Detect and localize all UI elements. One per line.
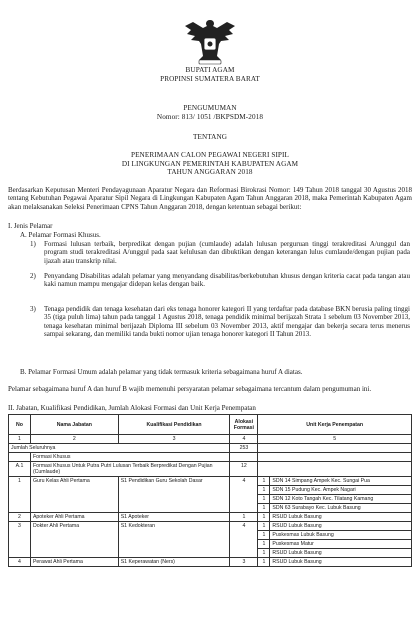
unit-name: Puskesmas Lubuk Basung	[270, 531, 412, 540]
table-header-row	[9, 415, 412, 435]
subject-line-2: DI LINGKUNGAN PEMERINTAH KABUPATEN AGAM	[121, 159, 299, 168]
row-alokasi: 4	[230, 477, 258, 513]
unit-count: 1	[258, 495, 270, 504]
row-jabatan: Dokter Ahli Pertama	[30, 522, 118, 558]
unit-count: 1	[258, 513, 270, 522]
section-2-heading: II. Jabatan, Kualifikasi Pendidikan, Jumlah Alokasi Formasi dan Unit Kerja Penempatan	[8, 404, 256, 412]
unit-count: 1	[258, 558, 270, 567]
col-number: 2	[30, 435, 118, 444]
total-row	[9, 444, 412, 453]
col-number: 3	[118, 435, 230, 444]
garuda-emblem-icon	[181, 14, 239, 66]
row-jabatan: Apoteker Ahli Pertama	[30, 513, 118, 522]
table-row	[9, 477, 412, 486]
unit-count: 1	[258, 477, 270, 486]
row-kualifikasi: S1 Apoteker	[118, 513, 230, 522]
about-label: TENTANG	[192, 133, 228, 141]
announcement-block	[0, 104, 420, 121]
item-text: Penyandang Disabilitas adalah pelamar yang menyandang disabilitas/berkebutuhan khusus dengan kriteria cacat pada tangan atau kaki namun mampu mengajar didepan kelas dengan baik.	[44, 272, 410, 289]
unit-name: SDN 12 Koto Tangah Kec. Tilatang Kamang	[270, 495, 412, 504]
column-number-row	[9, 435, 412, 444]
unit-name: SDN 63 Surabayo Kec. Lubuk Basung	[270, 504, 412, 513]
row-kualifikasi: S1 Keperawatan (Ners)	[118, 558, 230, 567]
item-text: Tenaga pendidik dan tenaga kesehatan dari eks tenaga honorer kategori II yang terdaftar pada database BKN berusia paling tinggi 35 (tiga puluh lima) tahun pada tanggal 1 Agustus 2018, tenaga pendidik minimal berijazah Strata 1 sebelum 03 November 2013, tenaga kesehatan minimal berijazah Diploma III sebelum 03 November 2013, aktif mengajar dan bekerja secara terus menerus sampai sekarang, dan memiliki tanda bukti nomor ujian tenaga honorer kategori II Tahun 2013.	[44, 305, 410, 338]
list-item	[30, 240, 410, 265]
unit-count: 1	[258, 522, 270, 531]
group-label: Formasi Khusus	[30, 453, 229, 462]
requirements-note: Pelamar sebagaimana huruf A dan huruf B wajib memenuhi persyaratan pelamar sebagaimana tercantum dalam pengumuman ini.	[8, 385, 372, 393]
row-kualifikasi: S1 Pendidikan Guru Sekolah Dasar	[118, 477, 230, 513]
list-item	[30, 305, 410, 338]
col-header-alokasi: Alokasi Formasi	[230, 415, 258, 435]
total-value: 253	[230, 444, 258, 453]
unit-name: Puskesmas Matur	[270, 540, 412, 549]
province-title: PROPINSI SUMATERA BARAT	[160, 74, 260, 83]
table-row	[9, 558, 412, 567]
announcement-number: Nomor: 813/ 1051 /BKPSDM-2018	[156, 112, 264, 121]
col-number: 5	[258, 435, 412, 444]
table-row	[9, 513, 412, 522]
unit-count: 1	[258, 486, 270, 495]
section-1a-heading: A. Pelamar Formasi Khusus.	[20, 231, 101, 239]
section-1b-text: B. Pelamar Formasi Umum adalah pelamar yang tidak termasuk kriteria sebagaimana huruf A diatas.	[20, 368, 303, 376]
unit-count: 1	[258, 549, 270, 558]
row-number: 1	[9, 477, 31, 513]
item-text: Formasi lulusan terbaik, berpredikat dengan pujian (cumlaude) adalah lulusan perguruan tinggi terakreditasi A/unggul dan program studi terakreditasi A/unggul pada saat kelulusan dan dibuktikan dengan keterangan lulus cumlaude/dengan pujian pada ijazah atau transkrip nilai.	[44, 240, 410, 265]
unit-count: 1	[258, 531, 270, 540]
col-header-no: No	[9, 415, 31, 435]
subject-line-3: TAHUN ANGGARAN 2018	[167, 168, 253, 177]
regent-title: BUPATI AGAM	[185, 66, 235, 74]
col-header-kualifikasi: Kualifikasi Pendidikan	[118, 415, 230, 435]
subgroup-label: Formasi Khusus Untuk Putra Putri Lulusan Terbaik Berpredikat Dengan Pujian (Cumlaude)	[30, 462, 229, 477]
unit-name: RSUD Lubuk Basung	[270, 558, 412, 567]
list-item	[30, 272, 410, 289]
formation-table	[8, 414, 412, 567]
subgroup-row	[9, 462, 412, 477]
header-block	[0, 66, 420, 83]
item-number: 3)	[30, 305, 36, 313]
col-header-unit: Unit Kerja Penempatan	[258, 415, 412, 435]
unit-name: RSUD Lubuk Basung	[270, 513, 412, 522]
col-number: 1	[9, 435, 31, 444]
announcement-title: PENGUMUMAN	[183, 104, 237, 112]
total-label: Jumlah Seluruhnya	[9, 444, 230, 453]
table-row	[9, 522, 412, 531]
unit-count: 1	[258, 504, 270, 513]
group-row	[9, 453, 412, 462]
subject-block	[0, 151, 420, 177]
subject-line-1: PENERIMAAN CALON PEGAWAI NEGERI SIPIL	[130, 151, 290, 159]
unit-name: RSUD Lubuk Basung	[270, 549, 412, 558]
row-kualifikasi: S1 Kedokteran	[118, 522, 230, 558]
unit-name: SDN 14 Simpang Ampek Kec. Sungai Pua	[270, 477, 412, 486]
row-number: 2	[9, 513, 31, 522]
row-jabatan: Perawat Ahli Pertama	[30, 558, 118, 567]
unit-name: RSUD Lubuk Basung	[270, 522, 412, 531]
col-header-jabatan: Nama Jabatan	[30, 415, 118, 435]
row-alokasi: 4	[230, 522, 258, 558]
intro-paragraph: Berdasarkan Keputusan Menteri Pendayagunaan Aparatur Negara dan Reformasi Birokrasi Nomor: 149 Tahun 2018 tanggal 30 Agustus 2018 tentang Kebutuhan Pegawai Aparatur Sipil Negara di Lingkungan Kabupaten Agam Tahun Anggaran 2018, maka Pemerintah Kabupaten Agam akan melaksanakan Seleksi Penerimaan CPNS Tahun Anggaran 2018, dengan ketentuan sebagai berikut:	[8, 186, 412, 211]
col-number: 4	[230, 435, 258, 444]
unit-name: SDN 15 Pudung Kec. Ampek Nagari	[270, 486, 412, 495]
unit-count: 1	[258, 540, 270, 549]
row-jabatan: Guru Kelas Ahli Pertama	[30, 477, 118, 513]
row-alokasi: 3	[230, 558, 258, 567]
subgroup-number: A.1	[9, 462, 31, 477]
subgroup-value: 12	[230, 462, 258, 477]
item-number: 1)	[30, 240, 36, 248]
item-number: 2)	[30, 272, 36, 280]
row-number: 4	[9, 558, 31, 567]
row-number: 3	[9, 522, 31, 558]
row-alokasi: 1	[230, 513, 258, 522]
section-1-heading: I. Jenis Pelamar	[8, 222, 53, 230]
